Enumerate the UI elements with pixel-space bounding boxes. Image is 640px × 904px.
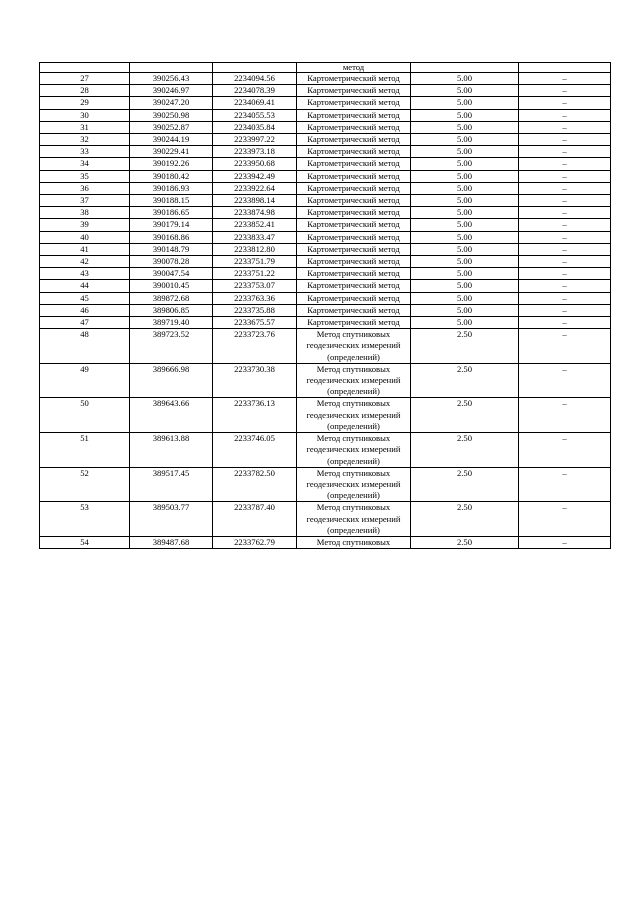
accuracy-cell: 2.50 [411,398,519,433]
note-cell: – [519,182,611,194]
accuracy-cell: 5.00 [411,231,519,243]
accuracy-cell: 5.00 [411,268,519,280]
y-coordinate-cell: 2233874.98 [213,207,297,219]
accuracy-cell: 5.00 [411,256,519,268]
x-coordinate-cell: 390010.45 [130,280,213,292]
method-cell: Метод спутниковых геодезических измерений (определений) [297,502,411,537]
point-number-cell: 53 [40,502,130,537]
point-number-cell: 48 [40,329,130,364]
point-number-cell: 49 [40,363,130,398]
accuracy-cell: 2.50 [411,502,519,537]
note-cell: – [519,292,611,304]
y-coordinate-cell: 2233736.13 [213,398,297,433]
note-cell: – [519,317,611,329]
note-cell: – [519,219,611,231]
y-coordinate-cell: 2233763.36 [213,292,297,304]
note-cell: – [519,146,611,158]
note-cell: – [519,502,611,537]
note-cell: – [519,109,611,121]
method-cell: Картометрический метод [297,97,411,109]
x-coordinate-cell: 389872.68 [130,292,213,304]
method-cell: Картометрический метод [297,85,411,97]
note-cell: – [519,536,611,548]
accuracy-cell: 5.00 [411,97,519,109]
point-number-cell: 38 [40,207,130,219]
y-coordinate-cell: 2233997.22 [213,134,297,146]
table-row [40,536,611,548]
table-row [40,398,611,433]
note-cell: – [519,467,611,502]
table-row [40,170,611,182]
point-number-cell: 47 [40,317,130,329]
accuracy-cell: 5.00 [411,304,519,316]
x-coordinate-cell: 390179.14 [130,219,213,231]
point-number-cell: 51 [40,433,130,468]
x-coordinate-cell: 390229.41 [130,146,213,158]
method-cell: Метод спутниковых геодезических измерений (определений) [297,363,411,398]
point-number-cell: 34 [40,158,130,170]
method-cell: Картометрический метод [297,109,411,121]
x-coordinate-cell: 390186.93 [130,182,213,194]
method-cell: Картометрический метод [297,73,411,85]
y-coordinate-cell: 2233782.50 [213,467,297,502]
table-row [40,433,611,468]
table-row [40,256,611,268]
note-cell: – [519,158,611,170]
accuracy-cell: 5.00 [411,158,519,170]
table-row [40,292,611,304]
note-cell: – [519,121,611,133]
x-coordinate-cell: 390180.42 [130,170,213,182]
x-coordinate-cell: 389643.66 [130,398,213,433]
accuracy-cell: 5.00 [411,317,519,329]
x-coordinate-cell: 390247.20 [130,97,213,109]
table-row [40,195,611,207]
accuracy-cell: 2.50 [411,329,519,364]
accuracy-cell: 2.50 [411,433,519,468]
point-number-cell: 27 [40,73,130,85]
x-coordinate-cell: 390078.28 [130,256,213,268]
point-number-cell: 44 [40,280,130,292]
accuracy-cell: 5.00 [411,134,519,146]
point-number-cell: 52 [40,467,130,502]
x-coordinate-cell: 390047.54 [130,268,213,280]
table-row [40,467,611,502]
method-cell: Картометрический метод [297,121,411,133]
method-cell: Картометрический метод [297,170,411,182]
table-row [40,73,611,85]
y-coordinate-cell: 2233762.79 [213,536,297,548]
accuracy-cell: 5.00 [411,121,519,133]
table-row [40,85,611,97]
table-row [40,219,611,231]
method-cell: Картометрический метод [297,304,411,316]
method-cell: Картометрический метод [297,219,411,231]
method-cell: Метод спутниковых геодезических измерений (определений) [297,329,411,364]
table-row [40,502,611,537]
table-row [40,158,611,170]
x-coordinate-cell: 390246.97 [130,85,213,97]
method-cell: Картометрический метод [297,195,411,207]
method-cell: Картометрический метод [297,317,411,329]
point-number-cell: 43 [40,268,130,280]
table-row [40,134,611,146]
method-cell: Картометрический метод [297,207,411,219]
point-number-cell: 31 [40,121,130,133]
accuracy-cell: 5.00 [411,280,519,292]
y-coordinate-cell: 2233751.22 [213,268,297,280]
point-number-cell: 39 [40,219,130,231]
x-coordinate-cell: 390250.98 [130,109,213,121]
point-number-cell: 37 [40,195,130,207]
y-coordinate-cell: 2233833.47 [213,231,297,243]
note-cell: – [519,85,611,97]
y-coordinate-cell: 2233812.80 [213,243,297,255]
x-coordinate-cell: 390252.87 [130,121,213,133]
note-cell: – [519,97,611,109]
point-number-cell: 30 [40,109,130,121]
x-coordinate-cell: 390168.86 [130,231,213,243]
note-cell: – [519,268,611,280]
note-cell: – [519,433,611,468]
table-row [40,146,611,158]
point-number-cell: 54 [40,536,130,548]
table-row [40,268,611,280]
point-number-cell: 33 [40,146,130,158]
table-row [40,207,611,219]
y-coordinate-cell: 2234055.53 [213,109,297,121]
method-cell: Картометрический метод [297,256,411,268]
y-coordinate-cell: 2234078.39 [213,85,297,97]
accuracy-cell: 5.00 [411,195,519,207]
point-number-cell: 40 [40,231,130,243]
y-coordinate-cell: 2233735.88 [213,304,297,316]
x-coordinate-cell: 390244.19 [130,134,213,146]
x-coordinate-cell: 390186.65 [130,207,213,219]
table-row [40,363,611,398]
accuracy-cell: 5.00 [411,219,519,231]
table-row [40,121,611,133]
y-coordinate-cell: 2233973.18 [213,146,297,158]
coordinates-table [39,62,611,549]
accuracy-cell: 5.00 [411,182,519,194]
x-coordinate-cell: 389613.88 [130,433,213,468]
x-coordinate-cell: 390256.43 [130,73,213,85]
table-row [40,97,611,109]
note-cell: – [519,207,611,219]
x-coordinate-cell: 390192.26 [130,158,213,170]
accuracy-cell: 2.50 [411,363,519,398]
note-cell: – [519,231,611,243]
note-cell: – [519,398,611,433]
method-cell: Метод спутниковых [297,536,411,548]
method-cell: Картометрический метод [297,292,411,304]
accuracy-cell: 5.00 [411,292,519,304]
note-cell: – [519,256,611,268]
method-cell: Картометрический метод [297,268,411,280]
note-cell: – [519,363,611,398]
note-cell: – [519,73,611,85]
method-cell: Картометрический метод [297,182,411,194]
x-coordinate-cell: 389666.98 [130,363,213,398]
table-row [40,231,611,243]
accuracy-cell: 5.00 [411,170,519,182]
y-coordinate-cell: 2233852.41 [213,219,297,231]
table-row [40,109,611,121]
note-cell: – [519,195,611,207]
note-cell: – [519,329,611,364]
y-coordinate-cell: 2233746.05 [213,433,297,468]
method-cell: Метод спутниковых геодезических измерений (определений) [297,398,411,433]
point-number-cell: 29 [40,97,130,109]
note-cell: – [519,304,611,316]
note-cell: – [519,280,611,292]
x-coordinate-cell: 389517.45 [130,467,213,502]
y-coordinate-cell: 2233898.14 [213,195,297,207]
method-cell: Метод спутниковых геодезических измерений (определений) [297,433,411,468]
note-cell: – [519,243,611,255]
point-number-cell: 36 [40,182,130,194]
x-coordinate-cell: 389719.40 [130,317,213,329]
table-row [40,304,611,316]
accuracy-cell: 5.00 [411,243,519,255]
y-coordinate-cell: 2233922.64 [213,182,297,194]
table-row [40,280,611,292]
y-coordinate-cell: 2233723.76 [213,329,297,364]
accuracy-cell: 2.50 [411,467,519,502]
point-number-cell: 41 [40,243,130,255]
y-coordinate-cell: 2233675.57 [213,317,297,329]
table-row [40,329,611,364]
x-coordinate-cell: 389503.77 [130,502,213,537]
x-coordinate-cell: 389487.68 [130,536,213,548]
table-row [40,182,611,194]
method-cell: Картометрический метод [297,231,411,243]
point-number-cell: 46 [40,304,130,316]
point-number-cell: 50 [40,398,130,433]
point-number-cell: 35 [40,170,130,182]
coordinates-table-body [40,63,611,549]
method-cell: Картометрический метод [297,146,411,158]
point-number-cell: 42 [40,256,130,268]
x-coordinate-cell: 390148.79 [130,243,213,255]
method-cell: Картометрический метод [297,134,411,146]
x-coordinate-cell: 389806.85 [130,304,213,316]
accuracy-cell: 5.00 [411,146,519,158]
method-cell: Картометрический метод [297,243,411,255]
point-number-cell: 32 [40,134,130,146]
method-cell: Картометрический метод [297,280,411,292]
y-coordinate-cell: 2234094.56 [213,73,297,85]
accuracy-cell: 5.00 [411,85,519,97]
y-coordinate-cell: 2234035.84 [213,121,297,133]
table-row [40,317,611,329]
y-coordinate-cell: 2233942.49 [213,170,297,182]
y-coordinate-cell: 2234069.41 [213,97,297,109]
point-number-cell: 45 [40,292,130,304]
y-coordinate-cell: 2233787.40 [213,502,297,537]
table-row-continued [40,63,611,73]
method-cell: Метод спутниковых геодезических измерений (определений) [297,467,411,502]
accuracy-cell: 5.00 [411,109,519,121]
method-cell: Картометрический метод [297,158,411,170]
y-coordinate-cell: 2233730.38 [213,363,297,398]
table-row [40,243,611,255]
note-cell: – [519,134,611,146]
note-cell: – [519,170,611,182]
y-coordinate-cell: 2233753.07 [213,280,297,292]
y-coordinate-cell: 2233950.68 [213,158,297,170]
accuracy-cell: 5.00 [411,207,519,219]
point-number-cell: 28 [40,85,130,97]
y-coordinate-cell: 2233751.79 [213,256,297,268]
x-coordinate-cell: 390188.15 [130,195,213,207]
method-cell: метод [297,63,411,73]
accuracy-cell: 2.50 [411,536,519,548]
accuracy-cell: 5.00 [411,73,519,85]
x-coordinate-cell: 389723.52 [130,329,213,364]
